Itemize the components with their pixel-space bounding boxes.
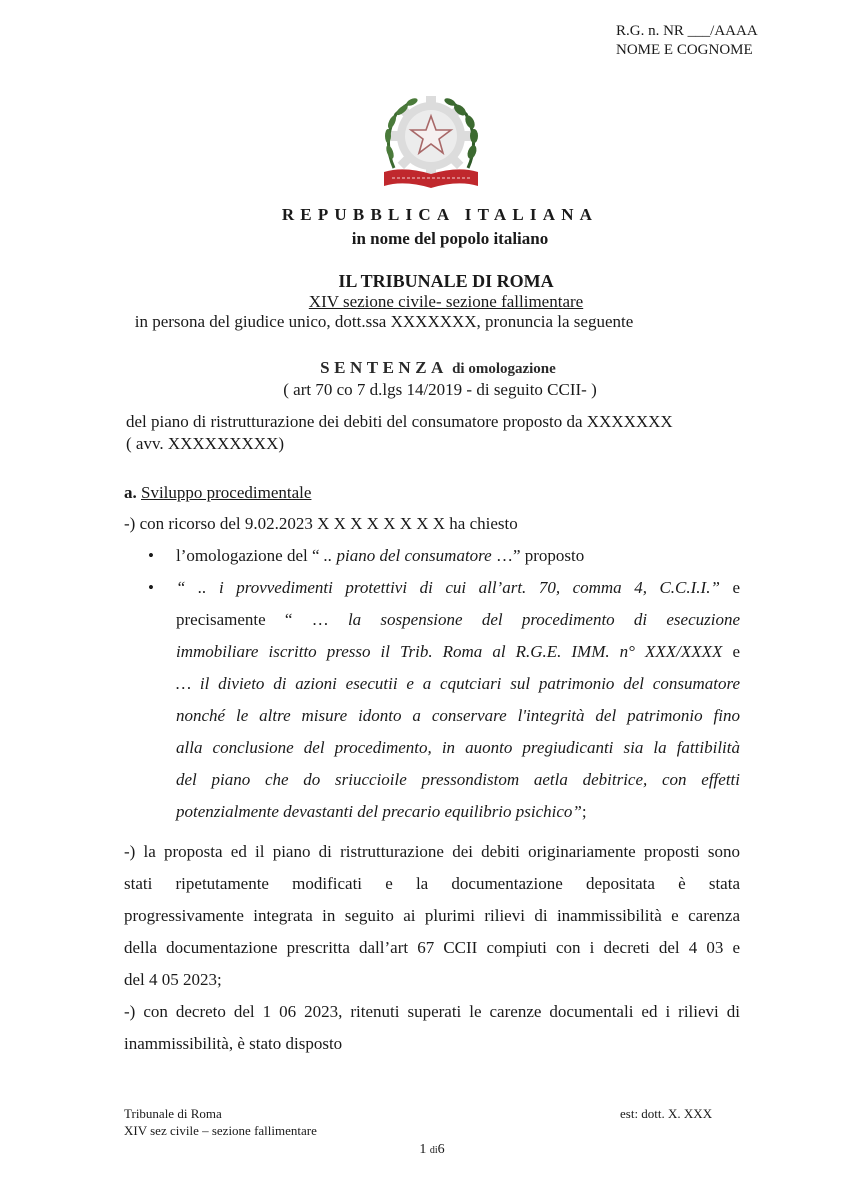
text-run-italic: “ .. i provvedimenti protettivi di cui all’art. 70, comma 4, C.C.I.I.” [176,578,720,597]
list-item-line [176,796,740,828]
case-reference [616,22,758,60]
intro-paragraph [126,411,742,455]
paragraph-line: stati ripetutamente modificati e la documentazione depositata è stata [124,874,740,893]
court-name: IL TRIBUNALE DI ROMA [338,271,554,291]
text-run-italic: la sospensione del procedimento di esecuzione [347,610,741,629]
text-run: precisamente “ … [176,610,348,629]
paragraph-line: -) con decreto del 1 06 2023, ritenuti superati le carenze documentali ed i rilievi di [124,1002,740,1021]
paragraph-line: della documentazione prescritta dall’art 67 CCII compiuti con i decreti del 4 03 e [124,938,740,957]
party-name: NOME E COGNOME [616,42,753,58]
intro-line: ( avv. XXXXXXXXX) [126,434,285,453]
list-item-line [176,604,740,636]
list-item [148,540,740,572]
list-item-line: del piano che do sriuccioile pressondistom aetla debitrice, con effetti [176,770,740,789]
judge-line: in persona del giudice unico, dott.ssa XXXXXXX, pronuncia la seguente [134,312,634,331]
paragraph-line: del 4 05 2023; [124,970,222,989]
section-letter: a. [124,483,137,502]
list-item-line [176,572,740,604]
text-run: e [732,578,741,597]
footer-estensore: est: dott. X. XXX [620,1106,713,1121]
text-run: …” proposto [491,546,585,565]
judgment-title [6,358,864,378]
list-item-line [176,636,740,668]
court-section: XIV sezione civile- sezione fallimentare [308,292,584,311]
request-list [148,540,740,828]
section-heading [124,477,740,509]
list-item-line: nonché le altre misure idonto a conservare l'integrità del patrimonio fino [176,706,740,725]
footer-court [124,1105,317,1139]
text-run: e [732,642,741,661]
footer-court-name: Tribunale di Roma [124,1106,222,1121]
rg-number: R.G. n. NR ___/AAAA [616,23,758,39]
sentenza-subtitle: di omologazione [452,361,556,377]
text-run-italic: .. piano del consumatore [323,546,492,565]
bullet-icon: • [148,546,154,565]
bullet-icon: • [148,578,154,597]
text-run-italic: potenzialmente devastanti del precario equilibrio psichico” [176,802,582,821]
list-item-line: alla conclusione del procedimento, in auonto pregiudicanti sia la fattibilità [176,738,740,757]
paragraph-decree [124,996,740,1060]
sentenza-word: SENTENZA [320,358,448,377]
republic-heading: REPUBBLICA ITALIANA [281,205,599,224]
page-current: 1 [419,1142,427,1157]
intro-line: del piano di ristrutturazione dei debiti del consumatore proposto da XXXXXXX [126,412,673,431]
paragraph-line: progressivamente integrata in seguito ai plurimi rilievi di inammissibilità e carenza [124,906,740,925]
text-run: l’omologazione del “ [176,546,324,565]
text-run-italic: immobiliare iscritto presso il Trib. Roma al R.G.E. IMM. n° XXX/XXXX [176,642,723,661]
list-item [148,572,740,828]
legal-reference: ( art 70 co 7 d.lgs 14/2019 - di seguito CCII- ) [283,380,597,399]
section-title: Sviluppo procedimentale [141,483,312,502]
list-item-text [176,540,740,572]
in-nome-del-popolo: in nome del popolo italiano [351,229,549,248]
ricorso-line: -) con ricorso del 9.02.2023 X X X X X X X X ha chiesto [124,514,518,533]
page-total: 6 [437,1142,445,1157]
list-item-line: … il divieto di azioni esecutii e a cqutciari sul patrimonio del consumatore [176,674,740,693]
page-number [0,1142,864,1158]
page-of: di [429,1145,438,1156]
footer-section: XIV sez civile – sezione fallimentare [124,1123,317,1138]
paragraph-line: -) la proposta ed il piano di ristrutturazione dei debiti originariamente proposti sono [124,842,740,861]
paragraph-line: inammissibilità, è stato disposto [124,1034,343,1053]
italian-republic-emblem-icon [374,86,488,196]
text-run: ; [581,802,587,821]
paragraph-modifications [124,836,740,996]
